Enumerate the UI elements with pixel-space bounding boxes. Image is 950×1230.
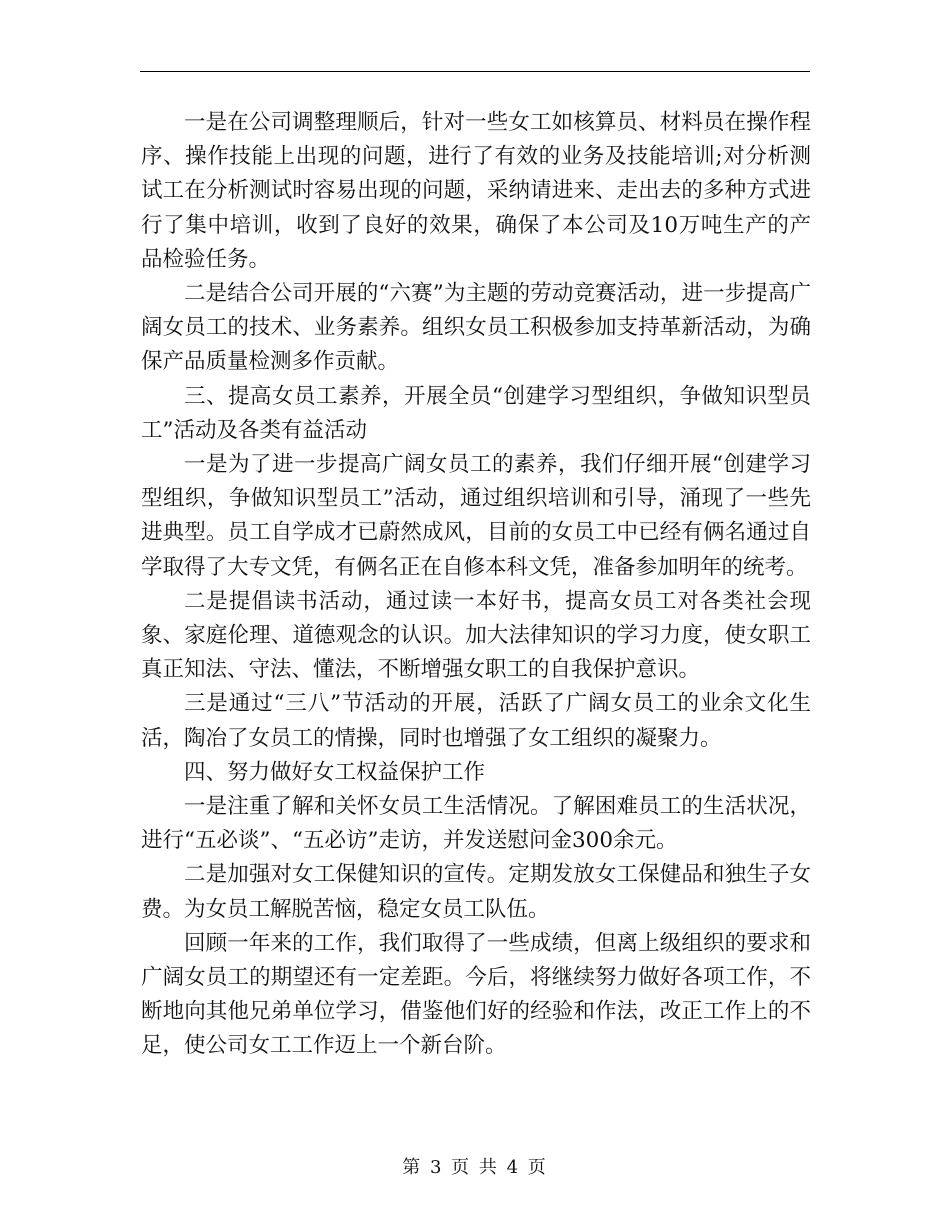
paragraph-4: 一是为了进一步提高广阔女员工的素养，我们仔细开展“创建学习型组织，争做知识型员工”活动，通过组织培训和引导，涌现了一些先进典型。员工自学成才已蔚然成风，目前的女员工中已经有俩名通过自学取得了大专文凭，有俩名正在自修本科文凭，准备参加明年的统考。 — [141, 452, 811, 580]
header-rule — [140, 71, 810, 72]
paragraph-8: 一是注重了解和关怀女员工生活情况。了解困难员工的生活状况，进行“五必谈”、“五必访”走访，并发送慰问金300余元。 — [141, 794, 811, 854]
page-footer: 第 3 页 共 4 页 — [402, 1157, 548, 1178]
paragraph-6: 三是通过“三八”节活动的开展，活跃了广阔女员工的业余文化生活，陶冶了女员工的情操，同时也增强了女工组织的凝聚力。 — [141, 691, 811, 751]
paragraph-1: 一是在公司调整理顺后，针对一些女工如核算员、材料员在操作程序、操作技能上出现的问题，进行了有效的业务及技能培训;对分析测试工在分析测试时容易出现的问题，采纳请进来、走出去的多种方式进行了集中培训，收到了良好的效果，确保了本公司及10万吨生产的产品检验任务。 — [141, 110, 811, 272]
section-heading-4: 四、努力做好女工权益保护工作 — [184, 759, 486, 785]
section-heading-3: 三、提高女员工素养，开展全员“创建学习型组织，争做知识型员工”活动及各类有益活动 — [141, 383, 811, 443]
document-body — [141, 106, 811, 1064]
paragraph-5: 二是提倡读书活动，通过读一本好书，提高女员工对各类社会现象、家庭伦理、道德观念的认识。加大法律知识的学习力度，使女职工真正知法、守法、懂法，不断增强女职工的自我保护意识。 — [141, 588, 811, 683]
paragraph-10: 回顾一年来的工作，我们取得了一些成绩，但离上级组织的要求和广阔女员工的期望还有一定差距。今后，将继续努力做好各项工作，不断地向其他兄弟单位学习，借鉴他们好的经验和作法，改正工作上的不足，使公司女工工作迈上一个新台阶。 — [141, 930, 811, 1059]
paragraph-2: 二是结合公司开展的“六赛”为主题的劳动竞赛活动，进一步提高广阔女员工的技术、业务素养。组织女员工积极参加支持革新活动，为确保产品质量检测多作贡献。 — [141, 281, 811, 375]
paragraph-9: 二是加强对女工保健知识的宣传。定期发放女工保健品和独生子女费。为女员工解脱苦恼，稳定女员工队伍。 — [141, 862, 811, 922]
